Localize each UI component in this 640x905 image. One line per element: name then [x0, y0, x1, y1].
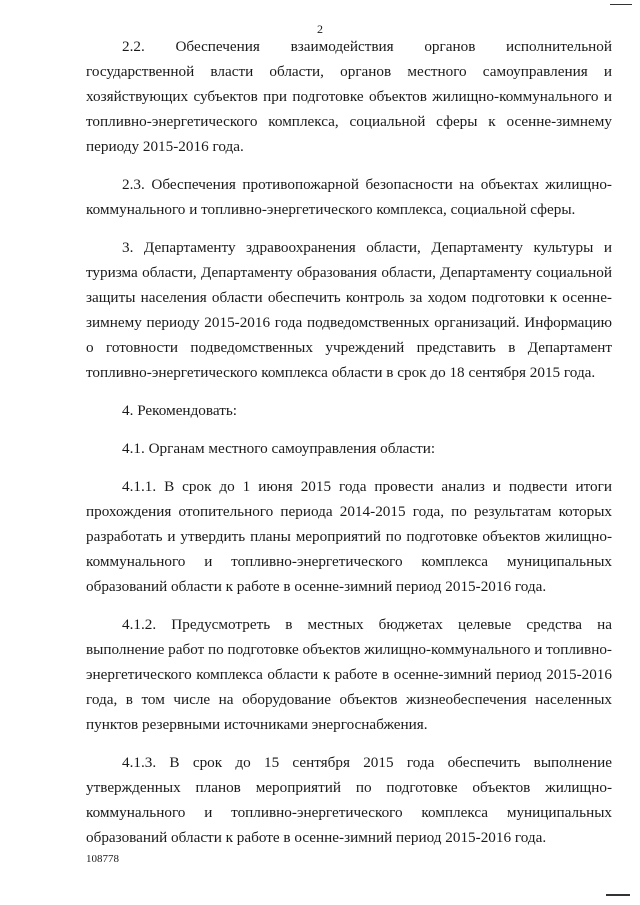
paragraph-4-1-3: 4.1.3. В срок до 15 сентября 2015 года обеспечить выполнение утвержденных планов мероприятий по подготовке объектов жилищно-коммунального и топливно-энергетического комплекса муниципальных образований области к работе в осенне-зимний период 2015-2016 года.: [86, 754, 612, 846]
paragraph-4-1-1: 4.1.1. В срок до 1 июня 2015 года провести анализ и подвести итоги прохождения отопительного периода 2014-2015 года, по результатам которых разработать и утвердить планы мероприятий по подготовке объектов жилищно-коммунального и топливно-энергетического комплекса муниципальных образований области к работе в осенне-зимний период 2015-2016 года.: [86, 478, 612, 595]
document-code: 108778: [86, 853, 119, 865]
document-body: [86, 34, 612, 850]
scan-corner-mark-bottom: [606, 894, 630, 899]
paragraph-4-1: 4.1. Органам местного самоуправления области:: [122, 440, 436, 457]
paragraph-2-3: 2.3. Обеспечения противопожарной безопасности на объектах жилищно-коммунального и топливно-энергетического комплекса, социальной сферы.: [86, 176, 612, 218]
paragraph-4-1-2: 4.1.2. Предусмотреть в местных бюджетах целевые средства на выполнение работ по подготовке объектов жилищно-коммунального и топливно-энергетического комплекса области к работе в осенне-зимний период 2015-2016 года, в том числе на оборудование объектов жизнеобеспечения населенных пунктов резервными источниками энергоснабжения.: [86, 616, 612, 733]
page-number: 2: [317, 22, 323, 36]
paragraph-3: 3. Департаменту здравоохранения области, Департаменту культуры и туризма области, Департаменту образования области, Департаменту социальной защиты населения области обеспечить контроль за ходом подготовки к осенне-зимнему периоду 2015-2016 года подведомственных организаций. Информацию о готовности подведомственных учреждений представить в Департамент топливно-энергетического комплекса области в срок до 18 сентября 2015 года.: [86, 239, 612, 381]
paragraph-4: 4. Рекомендовать:: [122, 402, 237, 419]
scan-corner-mark-top: [610, 0, 632, 5]
paragraph-2-2: 2.2. Обеспечения взаимодействия органов исполнительной государственной власти области, органов местного самоуправления и хозяйствующих субъектов при подготовке объектов жилищно-коммунального и топливно-энергетического комплекса, социальной сферы к осенне-зимнему периоду 2015-2016 года.: [86, 38, 612, 155]
